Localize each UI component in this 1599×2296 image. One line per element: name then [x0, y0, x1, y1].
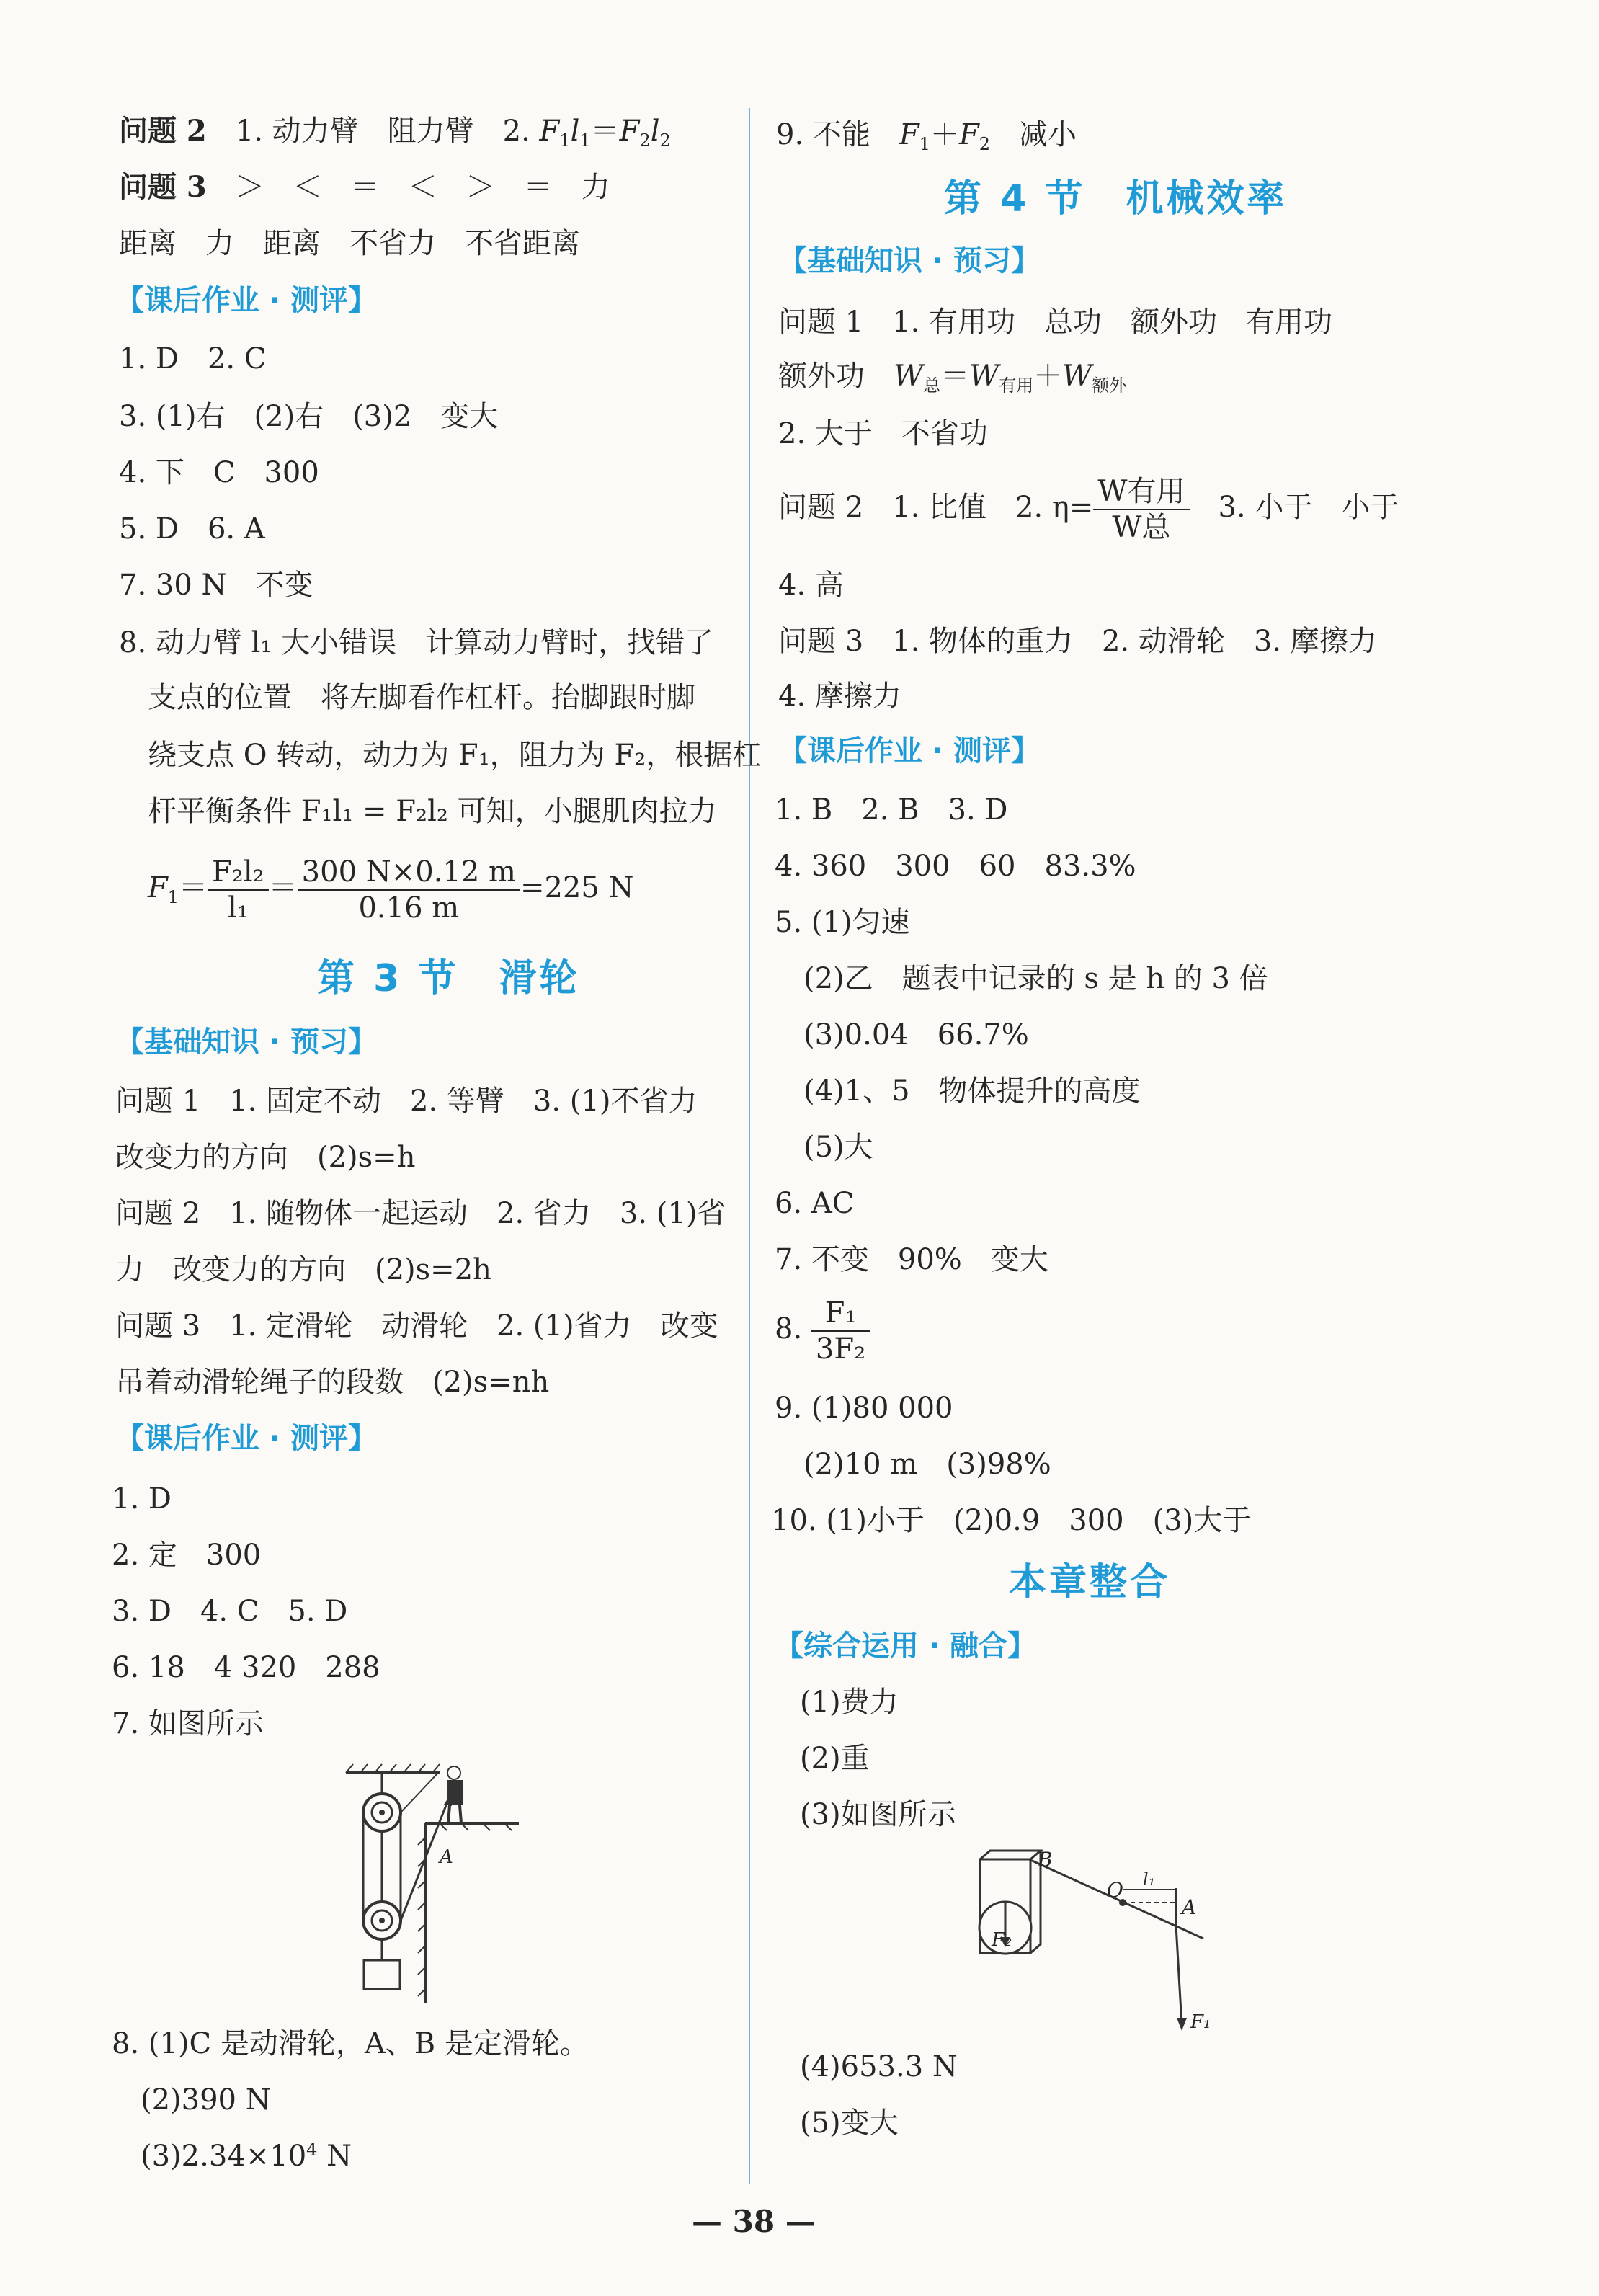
- answer-line: 6. AC: [775, 1187, 855, 1220]
- answer-line: 7. 不变 90% 变大: [775, 1243, 1048, 1276]
- section-tag: 【课后作业 · 测评】: [115, 1422, 378, 1455]
- page-number: — 38 —: [692, 2204, 816, 2239]
- section-title: 本章整合: [1009, 1561, 1171, 1604]
- answer-line: 4. 360 300 60 83.3%: [775, 850, 1136, 883]
- answer-line: 7. 如图所示: [112, 1707, 264, 1740]
- answer-line: (1)费力: [800, 1686, 899, 1719]
- section-title: 第 3 节 滑轮: [317, 957, 580, 1000]
- answer-line: 10. (1)小于 (2)0.9 300 (3)大于: [771, 1504, 1252, 1537]
- answer-line: $(3)2.34\times 10^4$ N: [141, 2140, 352, 2173]
- answer-line: 1. D: [112, 1482, 172, 1516]
- answer-line: 绕支点 O 转动，动力为 F₁，阻力为 F₂，根据杠: [148, 739, 762, 772]
- answer-line: 1. D 2. C: [119, 342, 267, 375]
- answer-line: 力 改变力的方向 (2)s=2h: [115, 1253, 491, 1286]
- answer-line: 问题 1 1. 有用功 总功 额外功 有用功: [778, 306, 1333, 339]
- column-divider: [749, 108, 750, 2184]
- answer-line: (2)10 m (3)98%: [803, 1448, 1051, 1481]
- answer-line: 问题 3 1. 物体的重力 2. 动滑轮 3. 摩擦力: [778, 625, 1377, 658]
- answer-line: (4)653.3 N: [800, 2050, 958, 2083]
- answer-line: 距离 力 距离 不省力 不省距离: [119, 227, 580, 260]
- section-tag: 【课后作业 · 测评】: [778, 734, 1041, 767]
- fig-label-a: A: [1182, 1895, 1197, 1919]
- answer-line: (2)390 N: [141, 2083, 271, 2117]
- fig-label-a: A: [440, 1846, 453, 1868]
- answer-line: 5. (1)匀速: [775, 906, 910, 939]
- formula-line: 问题 2 1. 比值 2. η= $\frac{\text{W有用}}{\text{W总}}$ 3. 小于 小于: [778, 475, 1399, 544]
- lever-diagram: [966, 1845, 1239, 2032]
- formula-line: 8. $\frac{\text{F₁}}{\text{3F₂}}$: [775, 1297, 870, 1365]
- answer-line: 额外功 $W_总=W_{有用}+W_{额外}$: [778, 360, 1127, 396]
- answer-line: 改变力的方向 (2)s=h: [115, 1141, 416, 1174]
- answer-line: 问题 2 1. 动力臂 阻力臂 2. $F_1l_1=F_2l_2$: [119, 114, 671, 151]
- answer-line: 6. 18 4 320 288: [112, 1651, 380, 1684]
- fig-label-b: B: [1038, 1848, 1053, 1872]
- section-tag: 【基础知识 · 预习】: [115, 1025, 378, 1059]
- answer-line: (4)1、5 物体提升的高度: [803, 1074, 1141, 1108]
- fig-label-f2: F₂: [992, 1929, 1012, 1951]
- section-tag: 【基础知识 · 预习】: [778, 244, 1041, 277]
- section-title: 第 4 节 机械效率: [944, 177, 1288, 221]
- answer-line: (2)重: [800, 1742, 870, 1775]
- fig-label-l1: l₁: [1143, 1869, 1156, 1890]
- answer-line: (3)如图所示: [800, 1798, 956, 1831]
- answer-line: 3. (1)右 (2)右 (3)2 变大: [119, 400, 499, 433]
- answer-line: 1. B 2. B 3. D: [775, 793, 1008, 827]
- answer-line: 8. 动力臂 l₁ 大小错误 计算动力臂时，找错了: [119, 626, 714, 659]
- section-tag: 【综合运用 · 融合】: [775, 1629, 1037, 1663]
- answer-line: 2. 大于 不省功: [778, 417, 988, 450]
- pulley-diagram: [331, 1758, 533, 2003]
- answer-line: 9. (1)80 000: [775, 1392, 953, 1425]
- fig-label-f1: F₁: [1190, 2011, 1211, 2032]
- answer-line: (2)乙 题表中记录的 s 是 h 的 3 倍: [803, 962, 1268, 995]
- fig-label-o: O: [1107, 1878, 1123, 1902]
- formula-line: $F_1=$ $\frac{\text{F₂l₂}}{\text{l₁}}$ ＝ $\frac{300 N\times 0.12 m}{0.16 m}$ =225 N: [148, 855, 634, 925]
- answer-line: 8. (1)C 是动滑轮，A、B 是定滑轮。: [112, 2027, 589, 2060]
- answer-line: 吊着动滑轮绳子的段数 (2)s=nh: [115, 1366, 550, 1399]
- answer-line: 7. 30 N 不变: [119, 569, 313, 602]
- answer-line: 支点的位置 将左脚看作杠杆。抬脚跟时脚: [148, 681, 695, 714]
- answer-line: (5)变大: [800, 2106, 899, 2140]
- answer-line: 9. 不能 $F_1+F_2$ 减小: [776, 118, 1077, 154]
- answer-line: 问题 3 ＞ ＜ ＝ ＜ ＞ ＝ 力: [119, 170, 610, 204]
- answer-line: (3)0.04 66.7%: [803, 1018, 1029, 1051]
- answer-line: 问题 3 1. 定滑轮 动滑轮 2. (1)省力 改变: [115, 1309, 718, 1343]
- answer-line: 4. 摩擦力: [778, 680, 901, 713]
- answer-line: (5)大: [803, 1131, 873, 1164]
- answer-line: 2. 定 300: [112, 1539, 262, 1572]
- answer-line: 4. 下 C 300: [119, 456, 319, 489]
- answer-line: 5. D 6. A: [119, 512, 265, 546]
- answer-line: 问题 2 1. 随物体一起运动 2. 省力 3. (1)省: [115, 1197, 726, 1230]
- answer-line: 问题 1 1. 固定不动 2. 等臂 3. (1)不省力: [115, 1085, 698, 1118]
- answer-line: 3. D 4. C 5. D: [112, 1595, 348, 1628]
- answer-line: 4. 高: [778, 569, 844, 602]
- section-tag: 【课后作业 · 测评】: [115, 284, 378, 317]
- answer-line: 杆平衡条件 F₁l₁ = F₂l₂ 可知，小腿肌肉拉力: [148, 795, 717, 828]
